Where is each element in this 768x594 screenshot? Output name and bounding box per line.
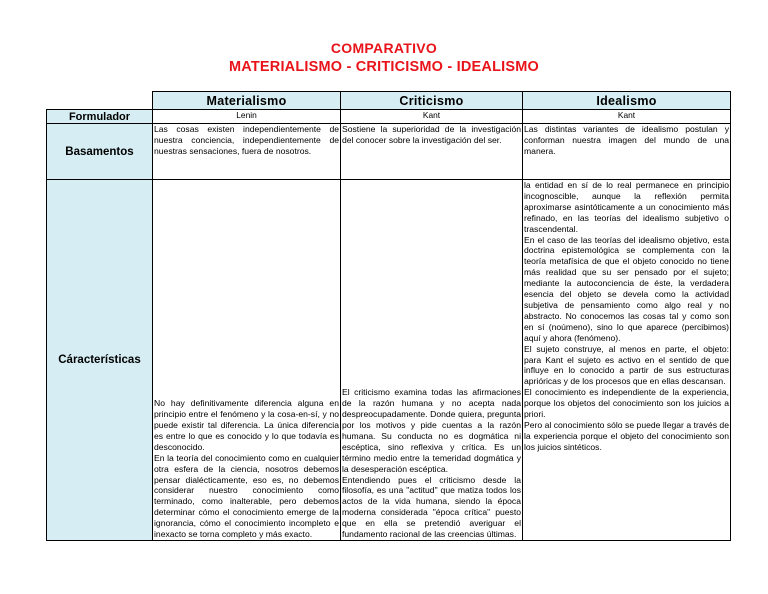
paragraph: El criticismo examina todas las afirmaciones de la razón humana y no acepta nada despreocupadamente. Donde quiera, pregunta por los motivos y pide cuentas a la razón humana. Su conducta no es dogmática ni escéptica, sino reflexiva y crítica. Es un término medio entre la temeridad dogmática y la desesperación escéptica. xyxy=(342,387,521,474)
paragraph: El sujeto construye, al menos en parte, el objeto: para Kant el sujeto es activo en el sentido de que influye en lo conocido a partir de sus estructuras aprióricas y de los procesos que en ellas descansan. xyxy=(524,343,729,387)
row-label-basamentos: Basamentos xyxy=(47,124,153,180)
column-header-criticismo: Criticismo xyxy=(341,92,523,110)
paragraph: El conocimiento es independiente de la experiencia, porque los objetos del conocimiento son los juicios a priori. xyxy=(524,387,729,420)
corner-cell xyxy=(47,92,153,110)
cell-formulador-materialismo: Lenin xyxy=(153,110,341,124)
cell-basamentos-criticismo: Sostiene la superioridad de la investigación del conocer sobre la investigación del ser. xyxy=(341,124,523,180)
cell-caracteristicas-criticismo xyxy=(341,180,523,541)
comparison-table xyxy=(46,91,731,541)
row-formulador xyxy=(47,110,731,124)
paragraph: No hay definitivamente diferencia alguna en principio entre el fenómeno y la cosa-en-sí, y no puede existir tal diferencia. La única diferencia es entre lo que es conocido y lo que todavía es desconocido. xyxy=(154,398,339,452)
paragraph: Entendiendo pues el criticismo desde la filosofía, es una "actitud" que matiza todos los actos de la vida humana, siendo la época moderna considerada "época crítica" puesto que en ella se pretendió averiguar el fundamento racional de las creencias últimas. xyxy=(342,474,521,540)
paragraph: la entidad en sí de lo real permanece en principio incognoscible, aunque la reflexión permita aproximarse asintóticamente a un conocimiento más refinado, en las teorías del idealismo subjetivo o trascendental. xyxy=(524,180,729,234)
cell-basamentos-idealismo: Las distintas variantes de idealismo postulan y conforman nuestra imagen del mundo de una manera. xyxy=(523,124,731,180)
paragraph: En la teoría del conocimiento como en cualquier otra esfera de la ciencia, nosotros debemos pensar dialécticamente, eso es, no debemos considerar nuestro conocimiento como terminado, como inalterable, pero debemos determinar cómo el conocimiento emerge de la ignorancia, cómo el conocimiento incompleto e inexacto se torna completo y más exacto. xyxy=(154,452,339,540)
column-header-idealismo: Idealismo xyxy=(523,92,731,110)
cell-basamentos-materialismo: Las cosas existen independientemente de nuestra conciencia, independientemente de nuestras sensaciones, fuera de nosotros. xyxy=(153,124,341,180)
cell-formulador-idealismo: Kant xyxy=(523,110,731,124)
cell-caracteristicas-materialismo xyxy=(153,180,341,541)
paragraph: Pero al conocimiento sólo se puede llegar a través de la experiencia porque el objeto del conocimiento son los juicios sintéticos. xyxy=(524,419,729,452)
title-line-2: MATERIALISMO - CRITICISMO - IDEALISMO xyxy=(228,59,539,75)
row-label-formulador: Formulador xyxy=(47,110,153,124)
cell-caracteristicas-idealismo xyxy=(523,180,731,541)
column-header-materialismo: Materialismo xyxy=(153,92,341,110)
row-label-caracteristicas: Cáracterísticas xyxy=(47,180,153,541)
paragraph: En el caso de las teorías del idealismo objetivo, esta doctrina epistemológica se complementa con la teoría metafísica de que el objeto conocido no tiene más realidad que su ser pensado por el sujeto; mediante la autoconciencia de éste, la verdadera esencia del objeto se devela como la actividad subjetiva de pensamiento como algo real y no abstracto. No conocemos las cosas tal y como son en sí (noúmeno), sino lo que aparece (percibimos) aquí y ahora (fenómeno). xyxy=(524,234,729,343)
row-caracteristicas xyxy=(47,180,731,541)
title-line-1: COMPARATIVO xyxy=(330,40,438,56)
header-row xyxy=(47,92,731,110)
row-basamentos xyxy=(47,124,731,180)
cell-formulador-criticismo: Kant xyxy=(341,110,523,124)
